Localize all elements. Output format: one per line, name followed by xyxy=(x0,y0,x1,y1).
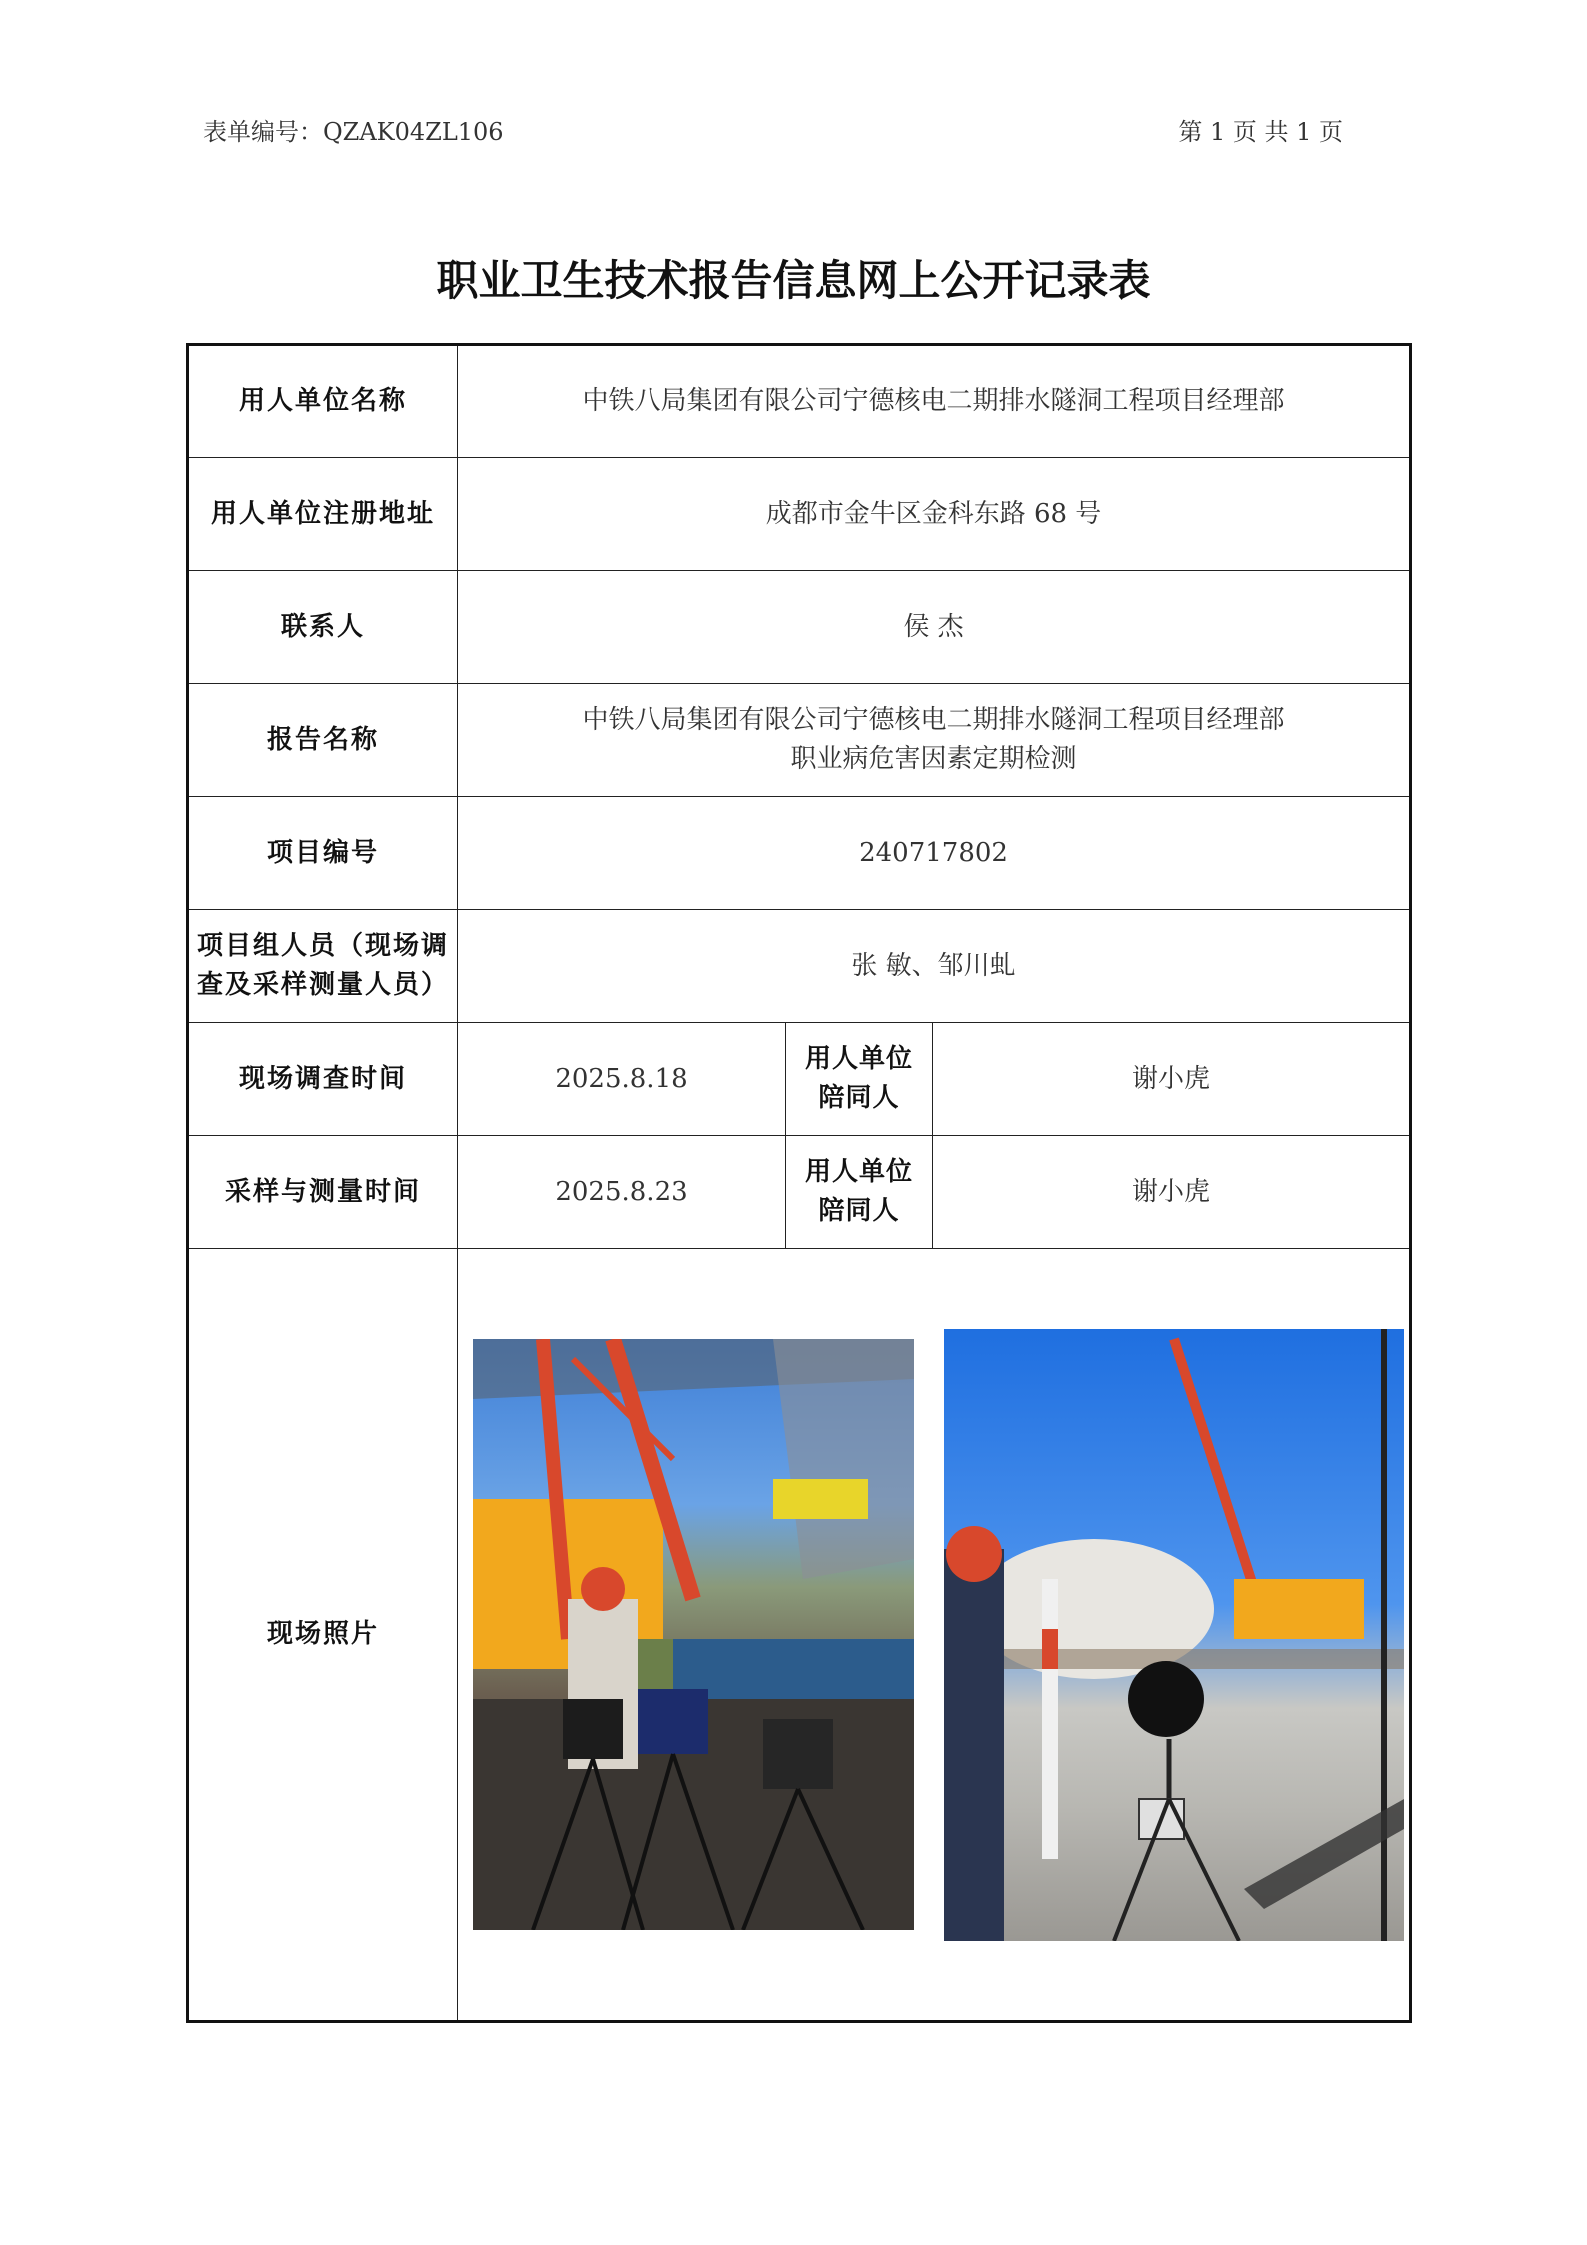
report-name-line-2: 职业病危害因素定期检测 xyxy=(790,744,1077,774)
row-team-members xyxy=(188,910,1411,1023)
site-photo-measurement xyxy=(944,1329,1404,1941)
photos-container xyxy=(458,1249,1409,2020)
row-project-number xyxy=(188,797,1411,910)
site-photo-sampling xyxy=(473,1339,914,1930)
sampling-time-value: 2025.8.23 xyxy=(458,1136,786,1249)
row-survey-time xyxy=(188,1023,1411,1136)
row-employer-name xyxy=(188,345,1411,458)
sampling-escort-label-line-1: 用人单位 xyxy=(804,1157,913,1187)
photos-cell xyxy=(458,1249,1411,2022)
employer-address-label: 用人单位注册地址 xyxy=(188,458,458,571)
photos-label: 现场照片 xyxy=(188,1249,458,2022)
team-members-value: 张 敏、邹川虬 xyxy=(458,910,1411,1023)
report-name-line-1: 中铁八局集团有限公司宁德核电二期排水隧洞工程项目经理部 xyxy=(582,705,1285,735)
sampling-time-label: 采样与测量时间 xyxy=(188,1136,458,1249)
contact-value: 侯 杰 xyxy=(458,571,1411,684)
survey-escort-label xyxy=(786,1023,933,1136)
survey-escort-label-line-2: 陪同人 xyxy=(818,1083,900,1113)
row-report-name xyxy=(188,684,1411,797)
site-photo-measurement-graphic xyxy=(944,1329,1404,1941)
team-members-label-line-2: 查及采样测量人员） xyxy=(197,970,450,1000)
report-name-label: 报告名称 xyxy=(188,684,458,797)
survey-time-value: 2025.8.18 xyxy=(458,1023,786,1136)
employer-address-value: 成都市金牛区金科东路 68 号 xyxy=(458,458,1411,571)
survey-escort-value: 谢小虎 xyxy=(933,1023,1411,1136)
row-employer-address xyxy=(188,458,1411,571)
employer-name-label: 用人单位名称 xyxy=(188,345,458,458)
sampling-escort-label xyxy=(786,1136,933,1249)
sampling-escort-label-line-2: 陪同人 xyxy=(818,1196,900,1226)
row-contact xyxy=(188,571,1411,684)
project-number-label: 项目编号 xyxy=(188,797,458,910)
team-members-label-line-1: 项目组人员（现场调 xyxy=(197,931,450,961)
survey-escort-label-line-1: 用人单位 xyxy=(804,1044,913,1074)
row-photos xyxy=(188,1249,1411,2022)
record-table xyxy=(186,343,1412,2023)
document-title: 职业卫生技术报告信息网上公开记录表 xyxy=(436,256,1151,305)
form-number: 表单编号：QZAK04ZL106 xyxy=(203,118,504,146)
project-number-value: 240717802 xyxy=(458,797,1411,910)
employer-name-value: 中铁八局集团有限公司宁德核电二期排水隧洞工程项目经理部 xyxy=(458,345,1411,458)
contact-label: 联系人 xyxy=(188,571,458,684)
site-photo-sampling-graphic xyxy=(473,1339,914,1930)
team-members-label xyxy=(188,910,458,1023)
report-name-value xyxy=(458,684,1411,797)
sampling-escort-value: 谢小虎 xyxy=(933,1136,1411,1249)
survey-time-label: 现场调查时间 xyxy=(188,1023,458,1136)
row-sampling-time xyxy=(188,1136,1411,1249)
page-info: 第 1 页 共 1 页 xyxy=(1178,118,1343,146)
